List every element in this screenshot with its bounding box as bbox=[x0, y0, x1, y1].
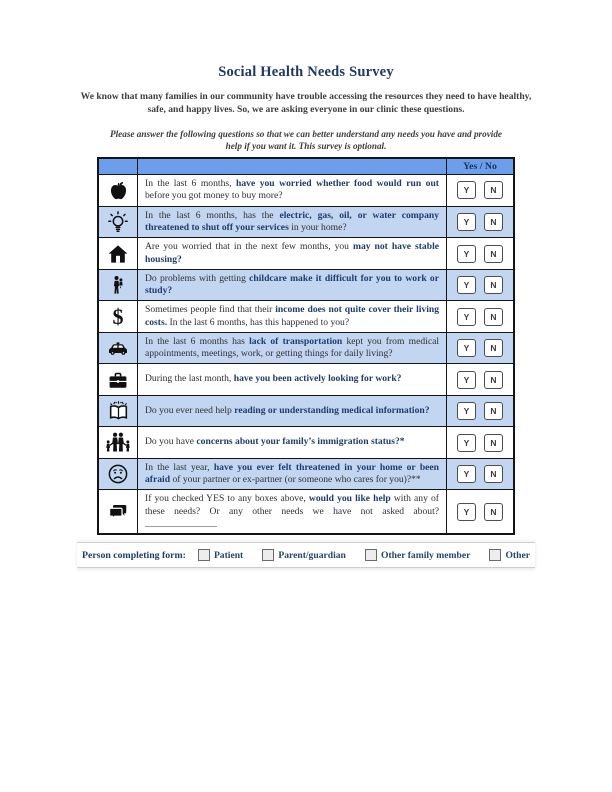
family-icon bbox=[104, 431, 132, 454]
row-icon-cell bbox=[98, 269, 138, 301]
no-checkbox[interactable]: N bbox=[484, 503, 503, 521]
row-icon-cell bbox=[98, 238, 138, 270]
question-plain: Do you have bbox=[145, 436, 197, 448]
question-plain: In the last 6 months, has this happened to you? bbox=[167, 316, 350, 328]
icon-host bbox=[106, 339, 130, 356]
no-checkbox[interactable]: N bbox=[484, 308, 503, 326]
yes-checkbox[interactable]: Y bbox=[457, 339, 476, 357]
row-icon-cell bbox=[98, 458, 138, 490]
yes-no-cell bbox=[447, 175, 515, 207]
question-text bbox=[145, 210, 439, 233]
icon-host bbox=[106, 370, 130, 387]
sad-face-icon bbox=[106, 462, 130, 486]
no-checkbox[interactable]: N bbox=[484, 371, 503, 389]
question-plain: Do you ever need help bbox=[145, 404, 235, 416]
option-label: Other family member bbox=[381, 549, 471, 561]
yes-checkbox[interactable]: Y bbox=[457, 371, 476, 389]
survey-row bbox=[98, 238, 514, 270]
question-cell bbox=[138, 458, 447, 490]
question-emphasis: lack of transportation bbox=[249, 335, 343, 347]
survey-row bbox=[98, 175, 514, 207]
yes-no-cell bbox=[447, 364, 515, 396]
survey-row bbox=[98, 206, 514, 238]
person-option bbox=[365, 549, 470, 561]
option-checkbox[interactable] bbox=[262, 549, 274, 561]
question-plain: Sometimes people find that their bbox=[145, 304, 276, 316]
icon-host bbox=[107, 181, 130, 198]
question-cell bbox=[138, 301, 447, 333]
yes-checkbox[interactable]: Y bbox=[457, 434, 476, 452]
intro-paragraph: We know that many families in our community have trouble accessing the resources they need to have healthy, safe, and happy lives. So, we are asking everyone in our clinic these questions. bbox=[80, 91, 532, 116]
no-checkbox[interactable]: N bbox=[484, 402, 503, 420]
yes-no-group bbox=[448, 434, 512, 452]
page-title: Social Health Needs Survey bbox=[218, 64, 394, 80]
table-header-row bbox=[98, 158, 514, 175]
yes-no-group bbox=[448, 308, 512, 326]
yes-no-group bbox=[448, 339, 512, 357]
yes-no-group bbox=[448, 465, 512, 483]
yes-no-cell bbox=[447, 301, 515, 333]
question-emphasis: income does not quite cover their living costs. bbox=[145, 304, 439, 328]
icon-host bbox=[106, 244, 130, 261]
yes-no-group bbox=[448, 371, 512, 389]
option-checkbox[interactable] bbox=[198, 549, 210, 561]
question-plain: with any of these needs? Or any other needs we have not asked about? _______________ bbox=[145, 493, 439, 529]
question-text bbox=[145, 336, 439, 359]
no-checkbox[interactable]: N bbox=[484, 465, 503, 483]
row-icon-cell bbox=[98, 427, 138, 459]
question-emphasis: have you ever felt threatened in your home or been afraid bbox=[145, 461, 440, 486]
yes-no-cell bbox=[447, 269, 515, 301]
question-emphasis: reading or understanding medical information? bbox=[234, 404, 430, 416]
question-plain: During the last month, bbox=[145, 373, 234, 385]
no-checkbox[interactable]: N bbox=[484, 434, 503, 452]
row-icon-cell bbox=[98, 206, 138, 238]
question-text bbox=[145, 178, 439, 201]
survey-row bbox=[98, 458, 514, 490]
person-option bbox=[262, 549, 346, 561]
question-plain: In the last 6 months has bbox=[145, 335, 250, 347]
survey-table-header bbox=[98, 158, 514, 175]
row-icon-cell bbox=[98, 301, 138, 333]
question-cell bbox=[138, 427, 447, 459]
question-cell bbox=[138, 238, 447, 270]
yes-checkbox[interactable]: Y bbox=[457, 181, 476, 199]
question-text bbox=[145, 373, 401, 384]
instructions-note: Please answer the following questions so that we can better understand any needs you have and provide help if you want it. This survey is optional. bbox=[109, 128, 503, 152]
question-cell bbox=[138, 269, 447, 301]
car-icon bbox=[106, 336, 130, 360]
row-icon-cell bbox=[98, 332, 138, 364]
question-text bbox=[145, 273, 439, 296]
yes-no-cell bbox=[447, 238, 515, 270]
row-icon-cell bbox=[98, 395, 138, 427]
question-text bbox=[145, 493, 439, 529]
question-plain: Are you worried that in the next few months, you bbox=[145, 241, 353, 253]
option-checkbox[interactable] bbox=[365, 549, 377, 561]
question-plain: In the last year, bbox=[145, 461, 214, 473]
no-checkbox[interactable]: N bbox=[484, 276, 503, 294]
header-question-cell bbox=[138, 158, 447, 175]
survey-row bbox=[98, 490, 514, 534]
question-cell bbox=[138, 395, 447, 427]
question-emphasis: may not have stable housing? bbox=[145, 241, 439, 265]
yes-checkbox[interactable]: Y bbox=[457, 213, 476, 231]
question-emphasis: have you been actively looking for work? bbox=[233, 373, 402, 385]
yes-checkbox[interactable]: Y bbox=[457, 503, 476, 521]
briefcase-icon bbox=[106, 368, 130, 392]
question-text bbox=[145, 436, 405, 447]
dollar-icon bbox=[106, 304, 130, 330]
option-label: Parent/guardian bbox=[278, 549, 346, 561]
question-plain: Do problems with getting bbox=[145, 272, 250, 284]
yes-no-cell bbox=[447, 427, 515, 459]
yes-checkbox[interactable]: Y bbox=[457, 402, 476, 420]
yes-no-cell bbox=[447, 332, 515, 364]
question-emphasis: electric, gas, oil, or water company threatened to shut off your services bbox=[145, 209, 440, 233]
question-emphasis: childcare make it difficult for you to work or study? bbox=[145, 272, 439, 297]
icon-host bbox=[104, 433, 132, 450]
yes-no-group bbox=[448, 276, 512, 294]
no-checkbox[interactable]: N bbox=[484, 339, 503, 357]
option-label: Patient bbox=[213, 549, 244, 561]
yes-no-group bbox=[448, 213, 512, 231]
survey-table bbox=[97, 157, 515, 536]
question-cell bbox=[138, 175, 447, 207]
question-plain: of your partner or ex-partner (or someone who cares for you)?** bbox=[170, 474, 421, 486]
book-icon bbox=[106, 399, 131, 424]
question-emphasis: would you like help bbox=[308, 493, 391, 505]
question-plain: In the last 6 months, has the bbox=[145, 209, 280, 221]
question-cell bbox=[138, 364, 447, 396]
survey-table-body bbox=[98, 175, 514, 535]
question-emphasis: concerns about your family’s immigration status?* bbox=[196, 436, 405, 448]
survey-row bbox=[98, 301, 514, 333]
yes-checkbox[interactable]: Y bbox=[457, 276, 476, 294]
header-yes-no: Yes / No bbox=[447, 158, 515, 175]
yes-no-group bbox=[448, 503, 512, 521]
question-text bbox=[145, 241, 439, 264]
icon-host bbox=[106, 402, 131, 419]
survey-row bbox=[98, 332, 514, 364]
person-completing-label: Person completing form: bbox=[82, 549, 186, 561]
person-option bbox=[489, 549, 530, 561]
apple-icon bbox=[107, 179, 130, 202]
row-icon-cell bbox=[98, 175, 138, 207]
yes-checkbox[interactable]: Y bbox=[457, 465, 476, 483]
question-text bbox=[145, 462, 439, 485]
question-cell bbox=[138, 206, 447, 238]
icon-host bbox=[107, 276, 129, 293]
yes-no-group bbox=[448, 181, 512, 199]
survey-row bbox=[98, 395, 514, 427]
dollar-glyph: $ bbox=[112, 303, 124, 329]
person-completing-band bbox=[77, 542, 535, 568]
question-cell bbox=[138, 332, 447, 364]
survey-row bbox=[98, 364, 514, 396]
row-icon-cell bbox=[98, 364, 138, 396]
yes-no-group bbox=[448, 402, 512, 420]
question-plain: In the last 6 months, bbox=[145, 178, 237, 190]
yes-checkbox[interactable]: Y bbox=[457, 245, 476, 263]
survey-row bbox=[98, 427, 514, 459]
yes-no-cell bbox=[447, 458, 515, 490]
question-text bbox=[145, 405, 430, 416]
person-option bbox=[198, 549, 243, 561]
question-emphasis: have you worried whether food would run out bbox=[236, 178, 439, 190]
icon-host bbox=[106, 502, 130, 519]
question-plain: If you checked YES to any boxes above, bbox=[145, 493, 309, 505]
house-icon bbox=[106, 242, 130, 266]
question-text bbox=[145, 304, 439, 327]
option-label: Other bbox=[505, 549, 530, 561]
question-plain: before you got money to buy more? bbox=[145, 190, 283, 202]
childcare-icon bbox=[107, 273, 129, 297]
yes-no-cell bbox=[447, 206, 515, 238]
footer-options bbox=[198, 549, 530, 561]
icon-host bbox=[106, 213, 130, 230]
yes-no-group bbox=[448, 245, 512, 263]
header-icon-cell bbox=[98, 158, 138, 175]
survey-row bbox=[98, 269, 514, 301]
no-checkbox[interactable]: N bbox=[484, 245, 503, 263]
icon-host bbox=[106, 465, 130, 482]
row-icon-cell bbox=[98, 490, 138, 534]
option-checkbox[interactable] bbox=[489, 549, 501, 561]
question-plain: kept you from medical appointments, meetings, work, or getting things for daily living? bbox=[145, 335, 440, 360]
speech-bubbles-icon bbox=[106, 500, 130, 523]
yes-no-cell bbox=[447, 395, 515, 427]
yes-checkbox[interactable]: Y bbox=[457, 308, 476, 326]
yes-no-cell bbox=[447, 490, 515, 534]
question-cell bbox=[138, 490, 447, 534]
lightbulb-icon bbox=[106, 210, 130, 234]
icon-host bbox=[106, 303, 130, 329]
no-checkbox[interactable]: N bbox=[484, 213, 503, 231]
question-plain: in your home? bbox=[288, 221, 347, 233]
no-checkbox[interactable]: N bbox=[484, 181, 503, 199]
